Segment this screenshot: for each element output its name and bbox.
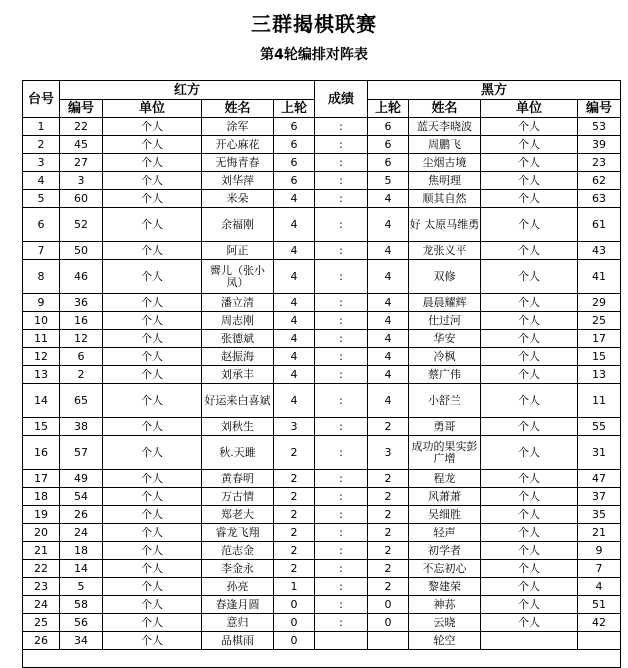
cell-black-id: 51 [578,596,621,614]
table-row [23,506,621,524]
cell-red-id: 36 [60,294,103,312]
cell-red-id: 38 [60,418,103,436]
cell-black-name: 晨晨耀辉 [409,294,481,312]
cell-red-unit: 个人 [103,294,202,312]
table-row [23,488,621,506]
table-row [23,136,621,154]
cell-black-name: 仕过河 [409,312,481,330]
cell-black-name: 神荪 [409,596,481,614]
cell-red-id: 5 [60,578,103,596]
cell-red-unit: 个人 [103,190,202,208]
cell-black-prev: 0 [368,614,409,632]
cell-black-name: 周鹏飞 [409,136,481,154]
cell-result: : [315,488,368,506]
cell-red-prev: 4 [274,366,315,384]
cell-black-prev: 2 [368,506,409,524]
cell-table-no: 16 [23,436,60,470]
cell-black-unit: 个人 [481,596,578,614]
cell-red-unit: 个人 [103,312,202,330]
cell-table-no: 4 [23,172,60,190]
page-subtitle: 第4轮编排对阵表 [260,47,368,63]
cell-red-id: 34 [60,632,103,650]
cell-red-unit: 个人 [103,136,202,154]
cell-result: : [315,242,368,260]
cell-red-prev: 0 [274,632,315,650]
cell-red-name: 李金永 [202,560,274,578]
cell-table-no: 24 [23,596,60,614]
cell-table-no: 22 [23,560,60,578]
cell-result: : [315,418,368,436]
cell-red-unit: 个人 [103,418,202,436]
cell-red-id: 24 [60,524,103,542]
cell-red-id: 52 [60,208,103,242]
cell-black-prev: 5 [368,172,409,190]
cell-red-unit: 个人 [103,384,202,418]
cell-red-name: 意归 [202,614,274,632]
cell-black-prev: 2 [368,578,409,596]
cell-black-prev: 4 [368,312,409,330]
header-black-name: 姓名 [409,100,481,118]
cell-red-id: 58 [60,596,103,614]
cell-table-no: 19 [23,506,60,524]
cell-black-name: 顺其自然 [409,190,481,208]
cell-red-id: 49 [60,470,103,488]
cell-table-no: 13 [23,366,60,384]
cell-red-name: 春逢月圆 [202,596,274,614]
cell-table-no: 23 [23,578,60,596]
cell-black-unit: 个人 [481,542,578,560]
cell-black-name: 云晓 [409,614,481,632]
cell-black-prev: 2 [368,488,409,506]
cell-red-id: 54 [60,488,103,506]
cell-black-prev: 4 [368,348,409,366]
cell-black-unit: 个人 [481,384,578,418]
cell-black-id: 11 [578,384,621,418]
cell-black-unit: 个人 [481,242,578,260]
cell-result: : [315,136,368,154]
cell-black-unit: 个人 [481,154,578,172]
cell-black-name: 龙张义平 [409,242,481,260]
table-row [23,260,621,294]
cell-red-id: 3 [60,172,103,190]
cell-black-prev: 2 [368,542,409,560]
cell-red-prev: 6 [274,154,315,172]
cell-black-name: 好 太原马维勇 [409,208,481,242]
cell-table-no: 10 [23,312,60,330]
cell-red-name: 开心麻花 [202,136,274,154]
cell-black-unit: 个人 [481,470,578,488]
cell-red-id: 16 [60,312,103,330]
cell-result: : [315,560,368,578]
cell-red-id: 57 [60,436,103,470]
cell-red-unit: 个人 [103,542,202,560]
table-row [23,208,621,242]
empty-footer-cell [23,650,621,668]
table-row [23,578,621,596]
cell-black-id: 47 [578,470,621,488]
cell-red-unit: 个人 [103,330,202,348]
cell-red-unit: 个人 [103,632,202,650]
cell-result: : [315,118,368,136]
cell-black-id: 17 [578,330,621,348]
header-black-id: 编号 [578,100,621,118]
cell-black-unit: 个人 [481,578,578,596]
cell-black-unit: 个人 [481,506,578,524]
cell-black-name: 吴细胜 [409,506,481,524]
cell-red-prev: 3 [274,418,315,436]
cell-black-prev: 2 [368,524,409,542]
table-row [23,524,621,542]
cell-result: : [315,348,368,366]
cell-red-unit: 个人 [103,560,202,578]
cell-red-unit: 个人 [103,172,202,190]
cell-black-unit: 个人 [481,348,578,366]
cell-black-id: 43 [578,242,621,260]
cell-black-name: 华安 [409,330,481,348]
cell-table-no: 9 [23,294,60,312]
cell-red-prev: 4 [274,384,315,418]
cell-black-unit: 个人 [481,614,578,632]
cell-black-unit: 个人 [481,260,578,294]
cell-black-name: 轻声 [409,524,481,542]
pairing-table [22,80,621,668]
cell-result: : [315,294,368,312]
table-row [23,560,621,578]
cell-table-no: 18 [23,488,60,506]
cell-red-id: 22 [60,118,103,136]
cell-black-unit: 个人 [481,172,578,190]
cell-red-name: 好运来白喜斌 [202,384,274,418]
cell-black-prev: 2 [368,418,409,436]
cell-black-unit: 个人 [481,436,578,470]
cell-black-id: 35 [578,506,621,524]
cell-table-no: 14 [23,384,60,418]
table-row [23,436,621,470]
cell-red-prev: 2 [274,524,315,542]
cell-black-name: 初学者 [409,542,481,560]
table-row [23,190,621,208]
cell-black-id: 63 [578,190,621,208]
cell-red-prev: 4 [274,208,315,242]
cell-black-name: 尘烟古境 [409,154,481,172]
cell-black-name: 成功的果实彭广增 [409,436,481,470]
cell-black-prev: 6 [368,118,409,136]
cell-black-prev: 4 [368,330,409,348]
table-row [23,366,621,384]
cell-result: : [315,366,368,384]
cell-red-id: 18 [60,542,103,560]
cell-red-id: 26 [60,506,103,524]
cell-black-prev: 6 [368,136,409,154]
cell-black-id: 31 [578,436,621,470]
cell-result: : [315,260,368,294]
cell-red-unit: 个人 [103,614,202,632]
header-result: 成绩 [315,81,368,118]
page-title: 三群揭棋联赛 [251,12,377,36]
cell-black-id: 41 [578,260,621,294]
table-row [23,542,621,560]
table-header-row-1 [23,81,621,100]
cell-black-prev: 4 [368,208,409,242]
cell-red-name: 赵振海 [202,348,274,366]
cell-red-unit: 个人 [103,348,202,366]
cell-red-name: 余福刚 [202,208,274,242]
cell-black-id: 25 [578,312,621,330]
cell-result: : [315,190,368,208]
table-footer-row [23,650,621,668]
cell-red-prev: 0 [274,596,315,614]
cell-red-id: 56 [60,614,103,632]
cell-red-id: 6 [60,348,103,366]
cell-table-no: 26 [23,632,60,650]
header-black-prev: 上轮 [368,100,409,118]
cell-table-no: 21 [23,542,60,560]
cell-table-no: 1 [23,118,60,136]
cell-red-unit: 个人 [103,208,202,242]
cell-black-prev: 4 [368,384,409,418]
cell-red-name: 涂军 [202,118,274,136]
cell-red-prev: 6 [274,172,315,190]
cell-black-prev: 4 [368,260,409,294]
cell-red-name: 刘华萍 [202,172,274,190]
cell-black-prev: 4 [368,366,409,384]
cell-red-unit: 个人 [103,118,202,136]
cell-table-no: 17 [23,470,60,488]
cell-black-id: 62 [578,172,621,190]
cell-black-prev: 3 [368,436,409,470]
cell-black-id: 61 [578,208,621,242]
cell-table-no: 12 [23,348,60,366]
cell-black-unit: 个人 [481,418,578,436]
cell-black-id: 23 [578,154,621,172]
table-row [23,470,621,488]
cell-red-prev: 2 [274,542,315,560]
cell-red-prev: 4 [274,190,315,208]
cell-red-prev: 0 [274,614,315,632]
cell-black-name: 程龙 [409,470,481,488]
cell-red-id: 14 [60,560,103,578]
cell-table-no: 6 [23,208,60,242]
cell-black-name: 双修 [409,260,481,294]
cell-red-prev: 2 [274,436,315,470]
cell-table-no: 7 [23,242,60,260]
cell-black-name: 轮空 [409,632,481,650]
cell-black-unit: 个人 [481,118,578,136]
cell-result: : [315,578,368,596]
cell-result: : [315,312,368,330]
cell-red-name: 万古情 [202,488,274,506]
cell-result: : [315,436,368,470]
cell-result: : [315,524,368,542]
cell-black-name: 焦明理 [409,172,481,190]
cell-black-name: 蔡广伟 [409,366,481,384]
table-row [23,330,621,348]
cell-red-id: 45 [60,136,103,154]
cell-result: : [315,172,368,190]
cell-red-id: 12 [60,330,103,348]
cell-red-name: 孙亮 [202,578,274,596]
cell-result: : [315,208,368,242]
cell-black-unit: 个人 [481,136,578,154]
cell-black-name: 蓝天李晓波 [409,118,481,136]
cell-red-prev: 4 [274,260,315,294]
cell-table-no: 25 [23,614,60,632]
table-row [23,614,621,632]
cell-red-name: 郑老大 [202,506,274,524]
cell-black-id: 55 [578,418,621,436]
cell-red-id: 46 [60,260,103,294]
header-red-name: 姓名 [202,100,274,118]
cell-black-unit: 个人 [481,488,578,506]
cell-black-prev: 0 [368,596,409,614]
cell-red-name: 无悔青春 [202,154,274,172]
table-row [23,312,621,330]
cell-red-name: 刘秋生 [202,418,274,436]
cell-black-unit: 个人 [481,190,578,208]
cell-red-name: 阿正 [202,242,274,260]
cell-red-name: 睿龙飞翔 [202,524,274,542]
cell-black-name: 黎建荣 [409,578,481,596]
cell-black-name: 小舒兰 [409,384,481,418]
cell-red-name: 范志金 [202,542,274,560]
cell-red-name: 潘立清 [202,294,274,312]
cell-red-unit: 个人 [103,154,202,172]
cell-red-id: 60 [60,190,103,208]
cell-black-prev: 6 [368,154,409,172]
table-row [23,596,621,614]
cell-red-unit: 个人 [103,596,202,614]
cell-black-id: 21 [578,524,621,542]
cell-result: : [315,154,368,172]
cell-table-no: 11 [23,330,60,348]
cell-red-unit: 个人 [103,436,202,470]
cell-result: : [315,614,368,632]
cell-red-unit: 个人 [103,578,202,596]
cell-black-id: 53 [578,118,621,136]
cell-black-name: 勇哥 [409,418,481,436]
cell-black-id: 13 [578,366,621,384]
cell-red-id: 65 [60,384,103,418]
cell-red-name: 张德斌 [202,330,274,348]
cell-black-unit: 个人 [481,330,578,348]
header-black-unit: 单位 [481,100,578,118]
cell-black-unit: 个人 [481,208,578,242]
cell-red-prev: 2 [274,560,315,578]
cell-result: : [315,330,368,348]
cell-black-unit: 个人 [481,524,578,542]
cell-black-id: 29 [578,294,621,312]
cell-red-unit: 个人 [103,506,202,524]
cell-black-prev: 4 [368,294,409,312]
cell-table-no: 3 [23,154,60,172]
cell-red-id: 2 [60,366,103,384]
cell-red-unit: 个人 [103,366,202,384]
cell-black-unit: 个人 [481,294,578,312]
cell-red-prev: 6 [274,136,315,154]
cell-black-id: 7 [578,560,621,578]
table-row [23,154,621,172]
cell-red-name: 品棋雨 [202,632,274,650]
cell-red-unit: 个人 [103,488,202,506]
cell-black-id: 15 [578,348,621,366]
cell-result: : [315,470,368,488]
cell-black-name: 不忘初心 [409,560,481,578]
cell-red-prev: 4 [274,330,315,348]
cell-black-unit: 个人 [481,560,578,578]
cell-black-prev: 4 [368,190,409,208]
cell-black-prev: 4 [368,242,409,260]
cell-red-id: 27 [60,154,103,172]
cell-table-no: 20 [23,524,60,542]
cell-table-no: 2 [23,136,60,154]
cell-red-name: 秋.天雎 [202,436,274,470]
header-red-id: 编号 [60,100,103,118]
cell-red-name: 霽儿（张小凤） [202,260,274,294]
header-table-no: 台号 [23,81,60,118]
table-row [23,348,621,366]
cell-red-unit: 个人 [103,524,202,542]
cell-result: : [315,596,368,614]
cell-black-unit: 个人 [481,366,578,384]
cell-black-name: 风萧萧 [409,488,481,506]
table-row [23,118,621,136]
cell-red-prev: 1 [274,578,315,596]
cell-result: : [315,384,368,418]
table-row [23,172,621,190]
cell-black-prev: 2 [368,470,409,488]
cell-table-no: 5 [23,190,60,208]
cell-black-id: 39 [578,136,621,154]
cell-red-unit: 个人 [103,260,202,294]
cell-red-unit: 个人 [103,242,202,260]
header-red-unit: 单位 [103,100,202,118]
cell-red-name: 刘承丰 [202,366,274,384]
cell-red-prev: 4 [274,312,315,330]
header-red-side: 红方 [60,81,315,100]
header-red-prev: 上轮 [274,100,315,118]
cell-black-id: 37 [578,488,621,506]
cell-table-no: 8 [23,260,60,294]
table-row [23,384,621,418]
cell-red-prev: 4 [274,294,315,312]
cell-result: : [315,542,368,560]
cell-red-prev: 2 [274,470,315,488]
cell-black-name: 冷枫 [409,348,481,366]
cell-table-no: 15 [23,418,60,436]
cell-red-name: 黄春明 [202,470,274,488]
cell-black-id: 4 [578,578,621,596]
cell-black-prev: 2 [368,560,409,578]
cell-black-unit: 个人 [481,312,578,330]
table-row [23,242,621,260]
cell-red-prev: 2 [274,506,315,524]
cell-red-name: 米朵 [202,190,274,208]
cell-black-id: 9 [578,542,621,560]
cell-red-prev: 4 [274,242,315,260]
cell-red-name: 周志刚 [202,312,274,330]
cell-red-prev: 2 [274,488,315,506]
cell-result: : [315,506,368,524]
cell-red-prev: 4 [274,348,315,366]
table-row [23,294,621,312]
table-row [23,418,621,436]
cell-red-id: 50 [60,242,103,260]
cell-red-prev: 6 [274,118,315,136]
cell-black-id: 42 [578,614,621,632]
header-black-side: 黑方 [368,81,621,100]
cell-red-unit: 个人 [103,470,202,488]
